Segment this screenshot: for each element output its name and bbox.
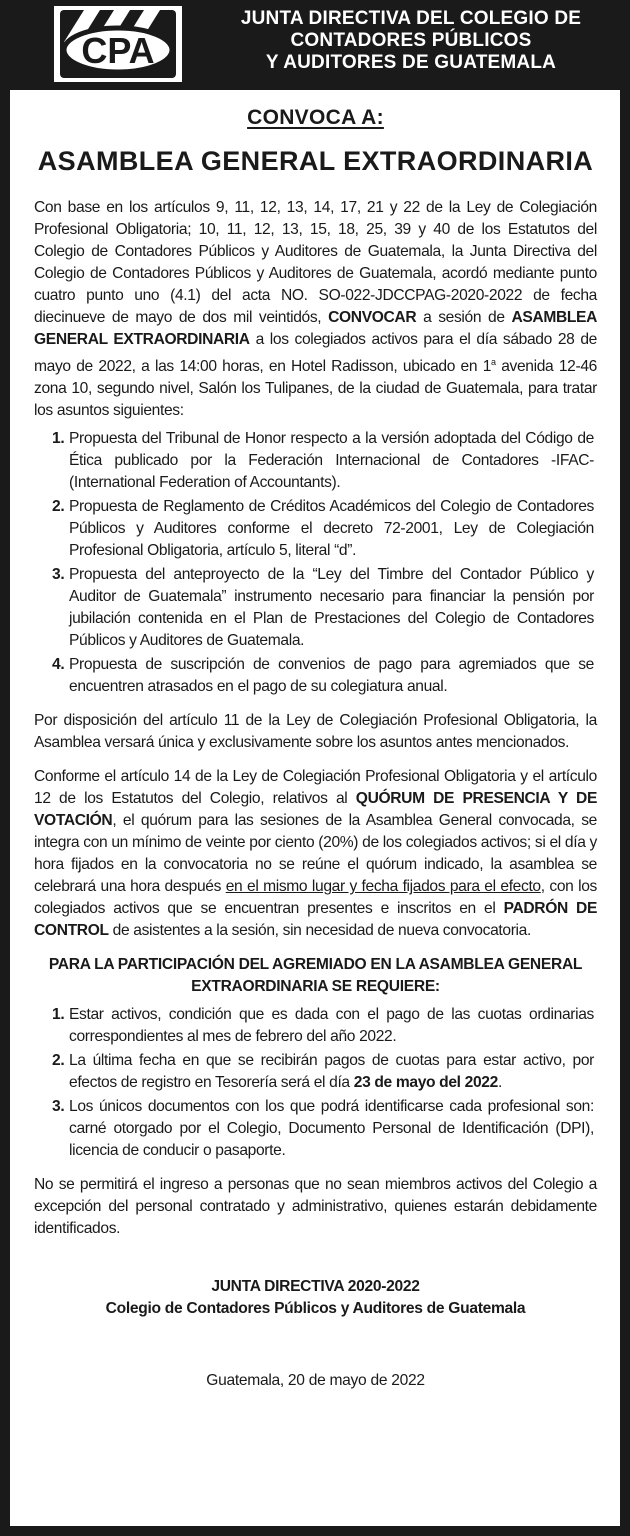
asamblea-title: ASAMBLEA GENERAL EXTRAORDINARIA: [37, 146, 594, 176]
list-item: 2. La última fecha en que se recibirán pagos de cuotas para estar activo, por efectos de registro en Tesorería será el día 23 de mayo del 2022.: [52, 1052, 594, 1092]
issue-date: Guatemala, 20 de mayo de 2022: [206, 1372, 425, 1390]
requisitos-list: [34, 1004, 597, 1162]
list-item: 4. Propuesta de suscripción de convenios de pago para agremiados que se encuentren atrasados en el pago de su colegiatura anual.: [52, 656, 594, 696]
disposicion-paragraph: Por disposición del artículo 11 de la Ley de Colegiación Profesional Obligatoria, la Asamblea versará única y exclusivamente sobre los asuntos antes mencionados.: [34, 712, 597, 752]
list-item: 3. Propuesta del anteproyecto de la “Ley del Timbre del Contador Público y Auditor de Guatemala” instrumento necesario para financiar la pensión por jubilación contenida en el Plan de Prestaciones del Colegio de Contadores Públicos y Auditores de Guatemala.: [52, 566, 594, 650]
list-item: 1. Propuesta del Tribunal de Honor respecto a la versión adoptada del Código de Ética publicado por la Federación Internacional de Contadores -IFAC- (International Federation of Accountants).: [52, 430, 594, 492]
agenda-list: [34, 428, 597, 698]
list-item: 3. Los únicos documentos con los que podrá identificarse cada profesional son: carné otorgado por el Colegio, Documento Personal de Identificación (DPI), licencia de conducir o pasaporte.: [52, 1098, 594, 1160]
ingreso-paragraph: No se permitirá el ingreso a personas que no sean miembros activos del Colegio a excepción del personal contratado y administrativo, quienes estarán debidamente identificados.: [34, 1176, 597, 1238]
header-banner: [0, 0, 630, 90]
logo-text: CPA: [81, 30, 155, 71]
header-title: JUNTA DIRECTIVA DEL COLEGIO DE CONTADORES PÚBLICOS Y AUDITORES DE GUATEMALA: [240, 8, 582, 73]
requisitos-heading: PARA LA PARTICIPACIÓN DEL AGREMIADO EN LA ASAMBLEA GENERAL EXTRAORDINARIA SE REQUIERE:: [48, 956, 583, 996]
intro-paragraph: Con base en los artículos 9, 11, 12, 13, 14, 17, 21 y 22 de la Ley de Colegiación Profesional Obligatoria; 10, 11, 12, 13, 15, 18, 25, 39 y 40 de los Estatutos del Colegio de Contadores Públicos y Auditores de Guatemala, la Junta Directiva del Colegio de Contadores Públicos y Auditores de Guatemala, acordó mediante punto cuatro punto uno (4.1) del acta NO. SO-022-JDCCPAG-2020-2022 de fecha diecinueve de mayo de dos mil veintidós, CONVOCAR a sesión de ASAMBLEA GENERAL EXTRAORDINARIA a los colegiados activos para el día sábado 28 de mayo de 2022, a las 14:00 horas, en Hotel Radisson, ubicado en 1$^a$ avenida 12-46 zona 10, segundo nivel, Salón los Tulipanes, de la ciudad de Guatemala, para tratar los asuntos siguientes:: [34, 199, 598, 420]
list-item: 2. Propuesta de Reglamento de Créditos Académicos del Colegio de Contadores Públicos y Auditores conforme el decreto 72-2001, Ley de Colegiación Profesional Obligatoria, artículo 5, literal “d”.: [52, 498, 594, 560]
cpa-logo: [54, 6, 182, 82]
signature-block: JUNTA DIRECTIVA 2020-2022 Colegio de Contadores Públicos y Auditores de Guatemala: [105, 1278, 526, 1318]
quorum-paragraph: Conforme el artículo 14 de la Ley de Colegiación Profesional Obligatoria y el artículo 12 de los Estatutos del Colegio, relativos al QUÓRUM DE PRESENCIA Y DE VOTACIÓN, el quórum para las sesiones de la Asamblea General convocada, se integra con un mínimo de veinte por ciento (20%) de los colegiados activos; si el día y hora fijados en la convocatoria no se reúne el quórum indicado, la asamblea se celebrará una hora después en el mismo lugar y fecha fijados para el efecto, con los colegiados activos que se encuentran presentes e inscritos en el PADRÓN DE CONTROL de asistentes a la sesión, sin necesidad de nueva convocatoria.: [34, 768, 598, 940]
list-item: 1. Estar activos, condición que es dada con el pago de las cuotas ordinarias correspondientes al mes de febrero del año 2022.: [52, 1006, 594, 1046]
convoca-heading: CONVOCA A:: [247, 106, 384, 129]
